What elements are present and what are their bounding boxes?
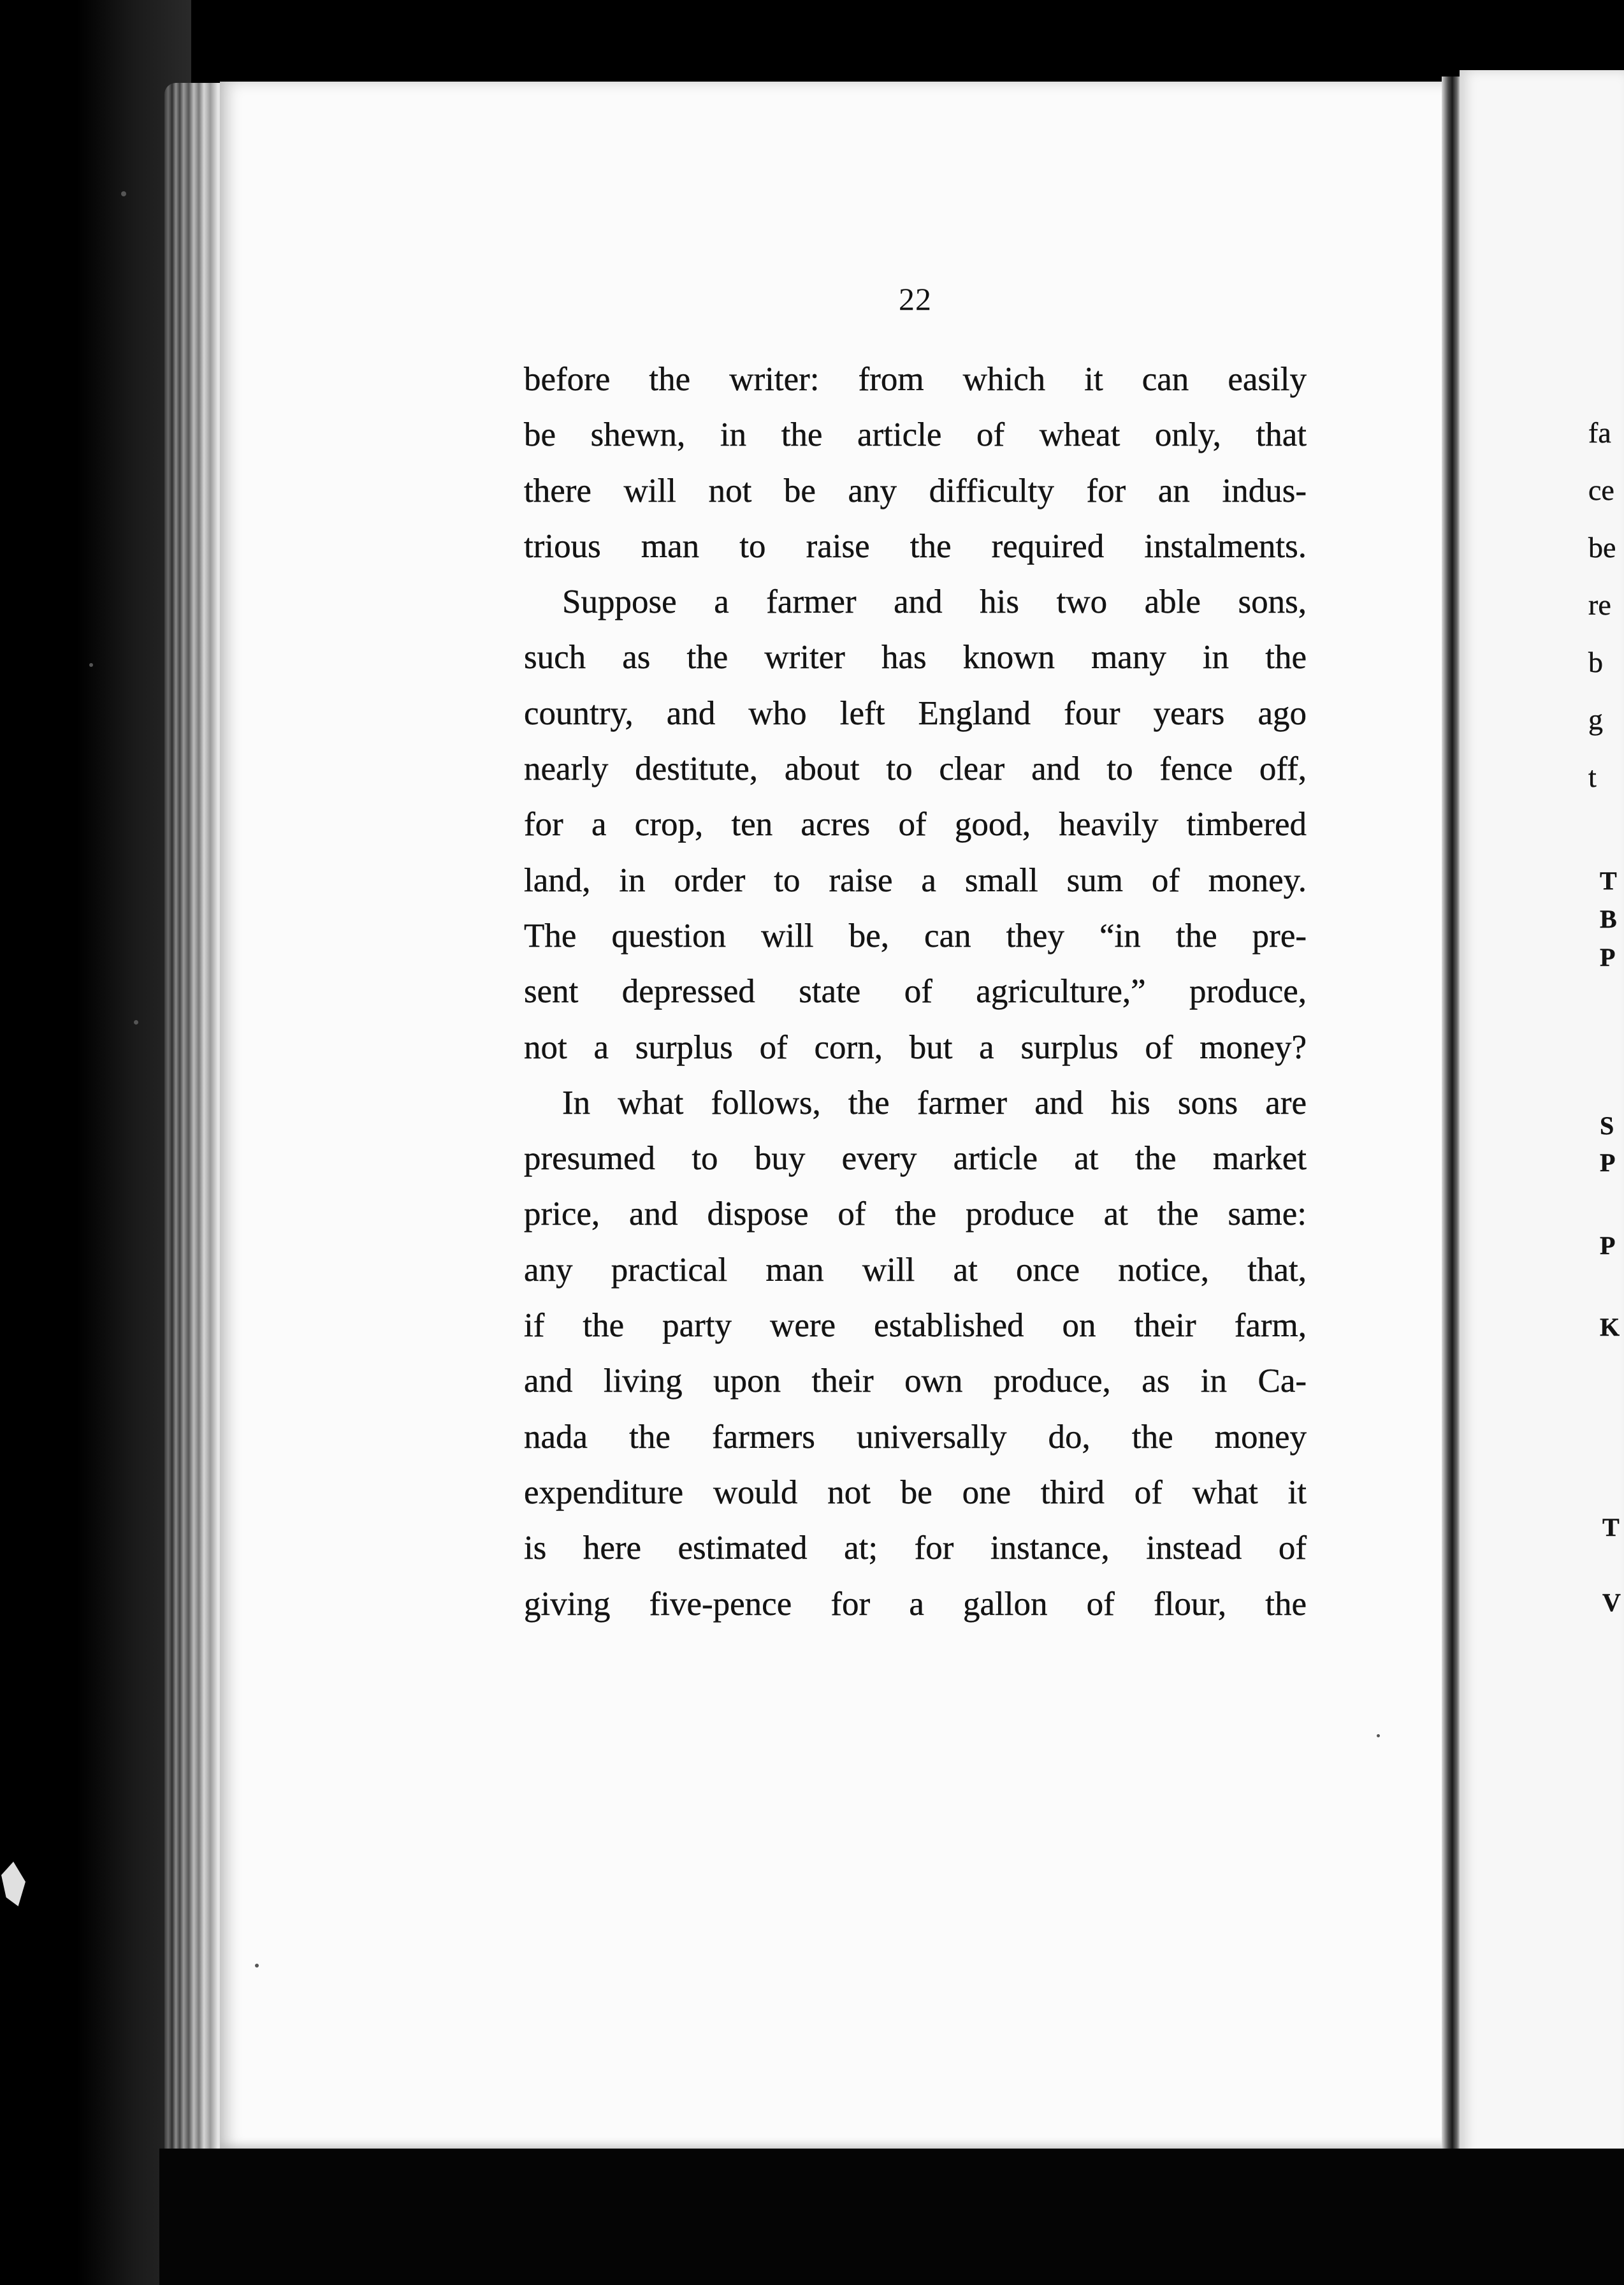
facing-page-fragment: b xyxy=(1588,646,1603,678)
text-line: country, and who left England four years ago xyxy=(524,694,1307,732)
text-line: trious man to raise the required instalments. xyxy=(524,527,1307,565)
bottom-dark-band xyxy=(159,2149,1624,2285)
text-line: The question will be, can they “in the pre- xyxy=(524,917,1307,954)
text-line: and living upon their own produce, as in Ca- xyxy=(524,1362,1307,1400)
text-line: land, in order to raise a small sum of money. xyxy=(524,861,1307,899)
facing-page-fragment: P xyxy=(1600,943,1616,972)
text-line: any practical man will at once notice, that, xyxy=(524,1251,1307,1289)
text-line: if the party were established on their farm, xyxy=(524,1307,1307,1345)
facing-page-fragment: t xyxy=(1588,761,1597,793)
text-line: for a crop, ten acres of good, heavily timbered xyxy=(524,806,1307,843)
dust-speck xyxy=(89,663,93,667)
text-line: giving five-pence for a gallon of flour, the xyxy=(524,1585,1307,1623)
text-line: price, and dispose of the produce at the same: xyxy=(524,1195,1307,1233)
facing-page-fragment: S xyxy=(1600,1111,1614,1140)
top-dark-band xyxy=(159,0,1624,77)
text-line: Suppose a farmer and his two able sons, xyxy=(562,583,1307,621)
facing-page-fragment: fa xyxy=(1588,416,1611,449)
page-number: 22 xyxy=(899,281,932,317)
text-line: sent depressed state of agriculture,” produce, xyxy=(524,973,1307,1011)
facing-page-fragment: K xyxy=(1600,1313,1620,1341)
facing-page-fragment: V xyxy=(1602,1588,1621,1617)
text-line: nearly destitute, about to clear and to fence off, xyxy=(524,750,1307,788)
text-line: before the writer: from which it can easily xyxy=(524,361,1307,398)
facing-page-fragment: P xyxy=(1600,1148,1616,1177)
facing-page-fragment: B xyxy=(1600,905,1617,933)
facing-page-fragment: ce xyxy=(1588,474,1614,506)
dust-speck xyxy=(255,1964,259,1967)
dust-speck xyxy=(121,191,126,196)
facing-page-fragment: be xyxy=(1588,531,1616,564)
text-line: presumed to buy every article at the market xyxy=(524,1140,1307,1178)
facing-page-fragment: g xyxy=(1588,703,1603,736)
text-line: is here estimated at; for instance, instead of xyxy=(524,1529,1307,1567)
facing-page-fragment: P xyxy=(1600,1231,1616,1260)
text-line: there will not be any difficulty for an indus- xyxy=(524,472,1307,509)
facing-page-fragment: T xyxy=(1602,1513,1620,1542)
text-line: nada the farmers universally do, the money xyxy=(524,1418,1307,1456)
facing-page-fragment: re xyxy=(1588,588,1611,621)
dust-speck xyxy=(134,1020,138,1025)
text-line: such as the writer has known many in the xyxy=(524,639,1307,676)
text-line: be shewn, in the article of wheat only, that xyxy=(524,416,1307,454)
text-line: expenditure would not be one third of what it xyxy=(524,1473,1307,1511)
page-gutter xyxy=(1442,77,1461,2161)
text-line: not a surplus of corn, but a surplus of money? xyxy=(524,1028,1307,1066)
facing-page-fragment: T xyxy=(1600,866,1617,895)
body-text xyxy=(524,352,1307,1632)
dust-speck xyxy=(1377,1734,1380,1737)
text-line: In what follows, the farmer and his sons are xyxy=(562,1084,1307,1121)
left-dark-background xyxy=(0,0,191,2285)
